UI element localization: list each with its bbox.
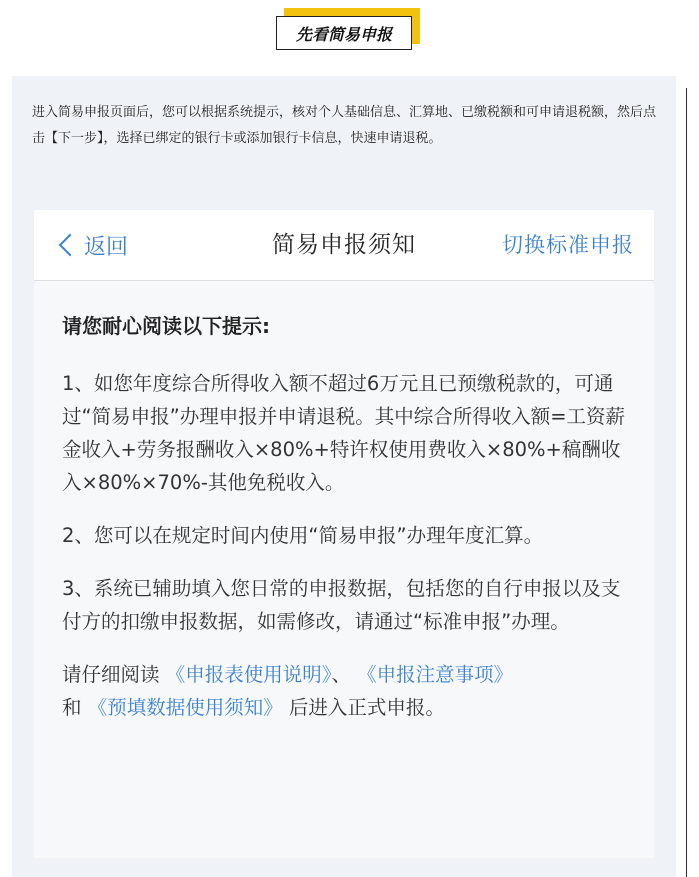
notice-item: 1、如您年度综合所得收入额不超过6万元且已预缴税款的，可通过“简易申报”办理申报并申请退税。其中综合所得收入额=工资薪金收入+劳务报酬收入×80%+特许权使用费收入×80%+稿酬收入×80%×70%-其他免税收入。	[62, 372, 626, 494]
phone-screen	[34, 210, 654, 858]
link-prefill-notice[interactable]: 《预填数据使用须知》	[87, 696, 283, 719]
notice-item: 3、系统已辅助填入您日常的申报数据，包括您的自行申报以及支付方的扣缴申报数据，如需修改，请通过“标准申报”办理。	[62, 577, 621, 633]
link-filing-notes[interactable]: 《申报注意事项》	[357, 663, 514, 686]
notice-content	[62, 310, 628, 744]
intro-text: 进入简易申报页面后，您可以根据系统提示，核对个人基础信息、汇算地、已缴税额和可申请退税额，然后点击【下一步】，选择已绑定的银行卡或添加银行卡信息，快速申请退税。	[32, 105, 657, 146]
divider-line	[686, 88, 687, 877]
footer-separator: 、	[331, 663, 358, 686]
switch-standard-button[interactable]: 切换标准申报	[502, 233, 634, 257]
notice-footer	[62, 658, 628, 724]
content-panel	[12, 76, 676, 877]
notice-item: 2、您可以在规定时间内使用“简易申报”办理年度汇算。	[62, 524, 544, 547]
notice-heading: 请您耐心阅读以下提示:	[62, 314, 270, 338]
link-form-instructions[interactable]: 《申报表使用说明》	[165, 663, 332, 686]
footer-and: 和	[62, 696, 88, 719]
footer-prefix: 请仔细阅读	[62, 663, 166, 686]
page-title: 简易申报须知	[272, 232, 416, 258]
back-label: 返回	[84, 234, 129, 260]
section-title: 先看简易申报	[276, 16, 412, 50]
section-title-badge	[276, 8, 420, 52]
footer-suffix: 后进入正式申报。	[282, 696, 445, 719]
nav-bar	[34, 210, 654, 281]
